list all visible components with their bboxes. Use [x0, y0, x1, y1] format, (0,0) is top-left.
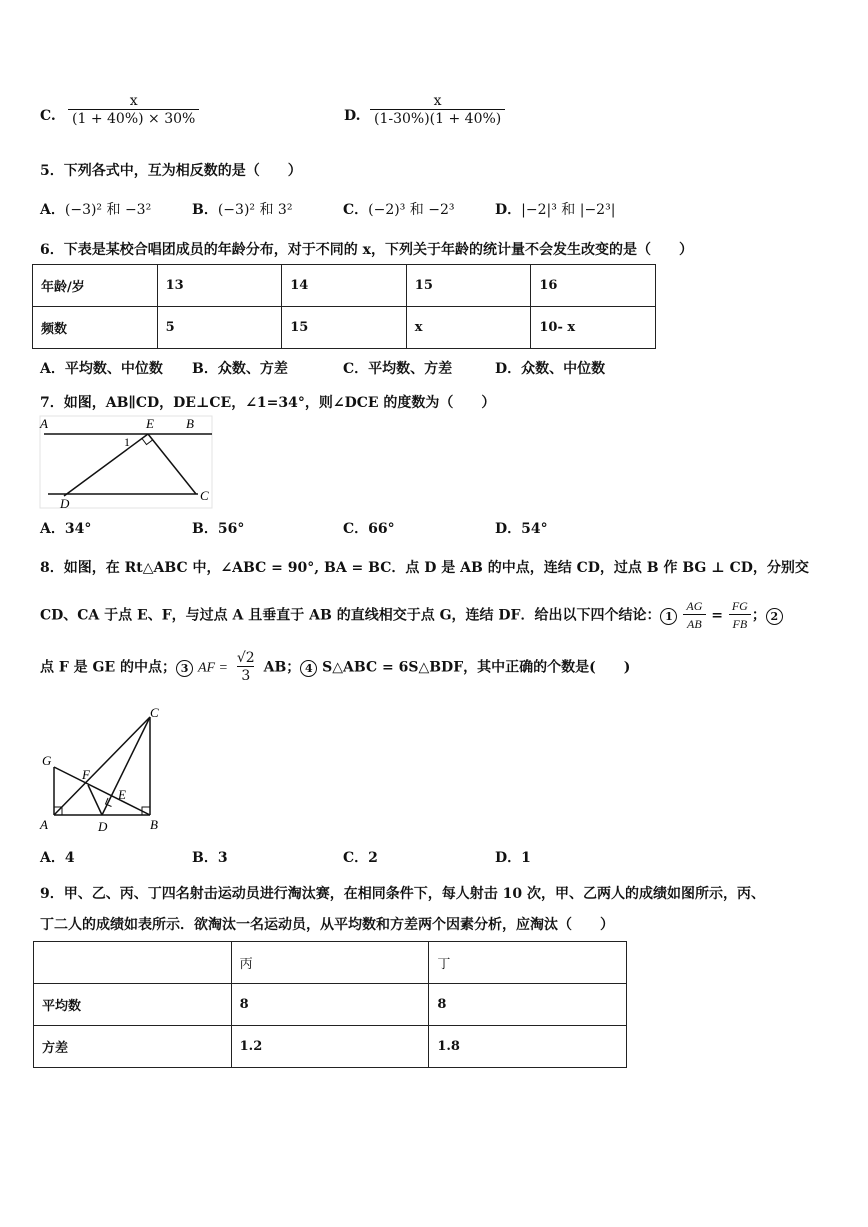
table-cell: 16 [531, 265, 656, 307]
q4-option-d-fraction [370, 93, 505, 128]
table-row [34, 1026, 627, 1068]
q9-line-1: 9．甲、乙、丙、丁四名射击运动员进行淘汰赛，在相同条件下，每人射击 10 次，甲、乙两人的成绩如图所示，丙、 [40, 886, 765, 902]
label-b: B [186, 416, 194, 431]
q6-option-a: A．平均数、中位数 [40, 361, 163, 377]
q7-option-b: B．56° [192, 521, 245, 537]
table-cell: 5 [157, 307, 282, 349]
q9-score-table [33, 941, 627, 1068]
table-row [33, 265, 656, 307]
segment-dc [102, 717, 150, 815]
q8-option-c: C．2 [343, 850, 378, 866]
circled-number-4: 4 [300, 660, 317, 677]
q4-d-numerator: x [433, 93, 442, 109]
q6-option-b: B．众数、方差 [192, 361, 288, 377]
q5-stem: 5．下列各式中，互为相反数的是（ ） [40, 163, 302, 179]
segment-de [64, 434, 148, 496]
q8-option-a: A．4 [40, 850, 75, 866]
table-cell: 13 [157, 265, 282, 307]
q5-option-b: B．(−3)² 和 3² [192, 202, 293, 218]
table-cell: 平均数 [34, 984, 232, 1026]
table-row [33, 307, 656, 349]
right-angle-mark [142, 434, 153, 445]
table-cell: 丙 [231, 942, 429, 984]
table-row [34, 942, 627, 984]
table-cell: 15 [282, 307, 407, 349]
q8-line-3: 点 F 是 GE 的中点； 3 AF = $\frac{√2}{3}$ AB； 4 S△ABC = 6S△BDF，其中正确的个数是( ) [40, 650, 631, 684]
label-g: G [42, 753, 52, 768]
q4-d-denominator: (1-30%)(1 + 40%) [370, 109, 505, 128]
q4-option-c-fraction [68, 93, 199, 128]
table-cell: 1.8 [429, 1026, 627, 1068]
q5-option-c: C．(−2)³ 和 −2³ [343, 202, 455, 218]
q6-age-table [32, 264, 656, 349]
label-b: B [150, 817, 158, 832]
label-a: A [40, 416, 48, 431]
table-row [34, 984, 627, 1026]
q8-option-d: D．1 [495, 850, 531, 866]
q7-option-d: D．54° [495, 521, 548, 537]
circled-number-2: 2 [766, 608, 783, 625]
q9-line-2: 丁二人的成绩如表所示．欲淘汰一名运动员，从平均数和方差两个因素分析，应淘汰（ ） [40, 917, 614, 933]
table-cell: 年龄/岁 [33, 265, 158, 307]
label-d: D [98, 819, 108, 834]
table-cell: 15 [406, 265, 531, 307]
label-c: C [200, 488, 209, 503]
q4-option-c-letter: C. [40, 108, 56, 124]
table-cell: 14 [282, 265, 407, 307]
label-d: D [60, 496, 70, 510]
table-cell: 频数 [33, 307, 158, 349]
q6-option-d: D．众数、中位数 [495, 361, 606, 377]
q8-figure [36, 705, 170, 835]
segment-ac [54, 717, 150, 815]
circled-number-3: 3 [176, 660, 193, 677]
table-cell: x [406, 307, 531, 349]
label-c: C [150, 705, 159, 720]
table-cell: 8 [231, 984, 429, 1026]
q4-c-numerator: x [129, 93, 138, 109]
circled-number-1: 1 [660, 608, 677, 625]
label-e: E [118, 787, 126, 802]
label-angle-1: 1 [124, 435, 130, 449]
q4-option-d-letter: D. [344, 108, 361, 124]
q7-figure [36, 414, 216, 510]
table-cell [34, 942, 232, 984]
table-cell: 8 [429, 984, 627, 1026]
segment-ec [148, 434, 196, 494]
q5-option-d: D．|−2|³ 和 |−2³| [495, 202, 616, 218]
q8-option-b: B．3 [192, 850, 228, 866]
q7-option-c: C．66° [343, 521, 395, 537]
q6-stem: 6．下表是某校合唱团成员的年龄分布，对于不同的 x，下列关于年龄的统计量不会发生改变的是（ ） [40, 242, 693, 258]
q5-option-a: A．(−3)² 和 −3² [40, 202, 152, 218]
segment-gb [54, 767, 150, 815]
q7-stem: 7．如图，AB∥CD，DE⊥CE，∠1=34°，则∠DCE 的度数为（ ） [40, 395, 496, 411]
table-cell: 方差 [34, 1026, 232, 1068]
table-cell: 1.2 [231, 1026, 429, 1068]
table-cell: 10- x [531, 307, 656, 349]
table-cell: 丁 [429, 942, 627, 984]
label-f: F [82, 767, 90, 782]
label-a: A [40, 817, 48, 832]
q8-line-1: 8．如图，在 Rt△ABC 中，∠ABC = 90°, BA = BC．点 D 是 AB 的中点，连结 CD，过点 B 作 BG ⊥ CD，分别交 [40, 560, 809, 576]
q6-option-c: C．平均数、方差 [343, 361, 453, 377]
q8-line-2: CD、CA 于点 E、F，与过点 A 且垂直于 AB 的直线相交于点 G，连结 DF．给出以下四个结论： 1 $\frac{AG}{AB}$ = $\frac{FG}{FB}$ ； 2 [40, 598, 783, 633]
label-e: E [146, 416, 154, 431]
q7-option-a: A．34° [40, 521, 92, 537]
q4-c-denominator: (1 + 40%) × 30% [68, 109, 199, 128]
